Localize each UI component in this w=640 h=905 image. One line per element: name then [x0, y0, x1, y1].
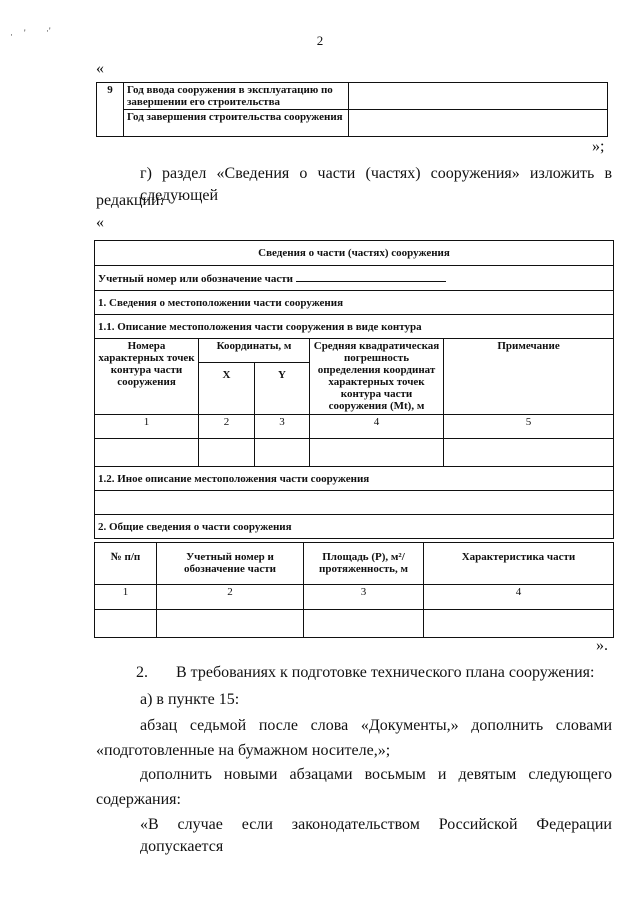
column-number: 1 [95, 585, 157, 610]
table-part-general [94, 542, 614, 638]
col-header-np: № п/п [95, 543, 157, 585]
empty-cell [157, 610, 304, 638]
paragraph-2-line1: дополнить новыми абзацами восьмым и девятым следующего [140, 766, 612, 783]
column-number: 3 [304, 585, 424, 610]
column-number: 5 [444, 415, 614, 439]
table-cell-label: Год ввода сооружения в эксплуатацию по завершении его строительства [124, 83, 349, 110]
page-number: 2 [316, 33, 324, 48]
col-header-points: Номера характерных точек контура части сооружения [95, 339, 199, 415]
col-header-y: Y [255, 363, 310, 415]
table-title: Сведения о части (частях) сооружения [95, 241, 614, 266]
account-row [95, 266, 614, 291]
empty-cell [310, 439, 444, 467]
item-2-number: 2. [136, 664, 148, 681]
col-header-note: Примечание [444, 339, 614, 415]
quote-open: « [96, 214, 104, 231]
empty-cell [424, 610, 614, 638]
column-number: 4 [310, 415, 444, 439]
paragraph-1-line1: абзац седьмой после слова «Документы,» дополнить словами [140, 717, 612, 734]
section-1-2-heading: 1.2. Иное описание местоположения части сооружения [95, 467, 614, 491]
row-number: 9 [97, 83, 124, 137]
paragraph-3-line1: «В случае если законодательством Российской Федерации допускается [140, 816, 612, 855]
empty-cell [444, 439, 614, 467]
empty-cell [304, 610, 424, 638]
account-label: Учетный номер или обозначение части [98, 272, 293, 285]
quote-close: »; [592, 138, 605, 155]
column-number: 2 [199, 415, 255, 439]
section-1-heading: 1. Сведения о местоположении части сооружения [95, 291, 614, 315]
col-header-account: Учетный номер и обозначение части [157, 543, 304, 585]
col-header-coords: Координаты, м [199, 339, 310, 363]
quote-close: ». [596, 637, 608, 654]
empty-cell [95, 610, 157, 638]
section-2-heading: 2. Общие сведения о части сооружения [95, 515, 614, 539]
empty-cell [95, 439, 199, 467]
table-part-info [94, 240, 614, 539]
section-1-1-heading: 1.1. Описание местоположения части сооружения в виде контура [95, 315, 614, 339]
col-header-area: Площадь (P), м²/ протяженность, м [304, 543, 424, 585]
col-header-x: X [199, 363, 255, 415]
column-number: 2 [157, 585, 304, 610]
paragraph-1-line2: «подготовленные на бумажном носителе,»; [96, 742, 391, 759]
col-header-characteristic: Характеристика части [424, 543, 614, 585]
item-2-text: В требованиях к подготовке технического плана сооружения: [176, 664, 595, 681]
table-cell-value [349, 110, 608, 137]
scan-mark: ' [24, 28, 26, 38]
column-number: 4 [424, 585, 614, 610]
table-cell-value [349, 83, 608, 110]
paragraph-g-line1: г) раздел «Сведения о части (частях) сооружения» изложить в следующей [140, 165, 612, 204]
scan-mark: ·' [46, 26, 51, 36]
empty-cell [199, 439, 255, 467]
column-number: 1 [95, 415, 199, 439]
col-header-error: Средняя квадратическая погрешность определения координат характерных точек контура части сооружения (Mt), м [310, 339, 444, 415]
subitem-a: а) в пункте 15: [140, 691, 240, 708]
scan-mark: · [10, 30, 13, 40]
empty-cell [255, 439, 310, 467]
quote-open: « [96, 60, 104, 77]
paragraph-2-line2: содержания: [96, 791, 181, 808]
table-cell-label: Год завершения строительства сооружения [124, 110, 349, 137]
table-year [96, 82, 608, 137]
column-number: 3 [255, 415, 310, 439]
account-blank-line [296, 272, 446, 282]
paragraph-g-line2: редакции: [96, 192, 165, 209]
empty-row [95, 491, 614, 515]
